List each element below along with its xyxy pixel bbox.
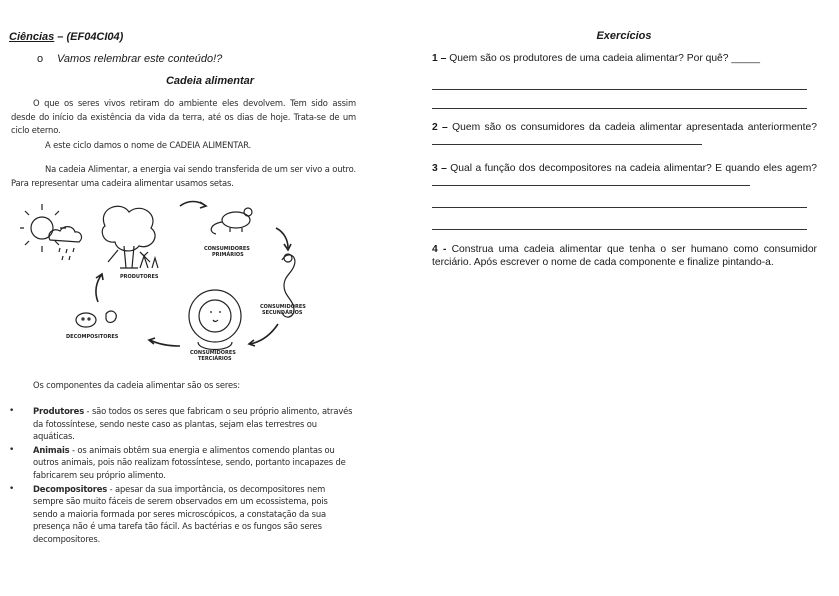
mouse-icon [211,208,252,234]
paragraph-4: Os componentes da cadeia alimentar são os seres: [33,380,240,390]
subject-code: – (EF04CI04) [54,31,124,43]
section-title: Cadeia alimentar [165,75,255,87]
list-item [9,405,354,443]
question-text: Quem são os consumidores da cadeia alimentar apresentada anteriormente? [447,122,817,133]
decomposers-label: DECOMPOSITORES [66,334,119,340]
exercises-title: Exercícios [596,30,652,42]
arrow-icon [250,324,278,344]
answer-line[interactable] [432,229,807,230]
question-number: 1 – [432,53,447,64]
tertiary-consumers-label-1: CONSUMIDORES [190,350,236,356]
lion-icon [189,290,241,350]
primary-consumers-label-2: PRIMÁRIOS [212,252,244,258]
bullet-icon: • [9,406,15,416]
question-2 [432,122,817,149]
list-item-term: Animais [33,444,70,455]
answer-blank[interactable] [432,176,750,186]
rain-cloud-icon [49,227,82,260]
answer-line[interactable] [432,89,807,90]
bullet-icon: • [9,483,15,494]
list-item-term: Decompositores [33,483,108,494]
intro-line [37,53,222,65]
bullet-icon: • [9,444,15,455]
hollow-bullet-icon: o [37,53,44,65]
answer-blank[interactable] [432,135,702,145]
plants-icon [140,252,158,268]
tertiary-consumers-label-2: TERCIÁRIOS [198,356,232,362]
secondary-consumers-label-2: SECUNDÁRIOS [262,310,303,316]
exercises-column [419,0,829,596]
question-1 [432,53,817,66]
sun-icon [20,204,66,252]
question-3 [432,163,817,190]
subject-name: Ciências [9,31,55,43]
question-number: 4 - [432,244,447,255]
arrow-icon [150,340,180,346]
subject-header [9,31,123,43]
question-text: Quem são os produtores de uma cadeia alimentar? Por quê? _____ [446,53,761,64]
paragraph-1: O que os seres vivos retiram do ambiente eles devolvem. Tem sido assim desde do início da existência da vida da terra, até os dias de hoje. Trata-se de um ciclo eterno. [11,98,356,135]
arrow-icon [276,228,288,248]
arrow-icon [200,202,206,208]
tree-icon [102,206,155,268]
question-number: 3 – [432,163,447,174]
decomposers-icon [76,311,116,327]
components-list [9,405,354,547]
primary-consumers-label-1: CONSUMIDORES [204,246,250,252]
list-item-text: - os animais obtêm sua energia e alimentos comendo plantas ou outros animais, pois não realizam fotossíntese, sendo, portanto incapazes de fabricarem seu próprio alimento. [33,444,346,480]
list-item [9,483,354,546]
food-chain-diagram [20,198,320,378]
question-text: Construa uma cadeia alimentar que tenha o ser humano como consumidor terciário. Após escrever o nome de cada componente e finalize pintando-a. [432,244,817,268]
paragraph-2: A este ciclo damos o nome de CADEIA ALIMENTAR. [45,140,252,150]
list-item [9,444,354,482]
producers-label: PRODUTORES [120,274,159,280]
list-item-term: Produtores [33,406,85,416]
list-item-text: - são todos os seres que fabricam o seu próprio alimento, através da fotossíntese, sendo neste caso as plantas, sejam elas terrestres ou aquáticas. [33,406,353,442]
paragraph-3: Na cadeia Alimentar, a energia vai sendo transferida de um ser vivo a outro. Para representar uma cadeira alimentar usamos setas. [11,164,356,188]
answer-line[interactable] [432,108,807,109]
secondary-consumers-label-1: CONSUMIDORES [260,304,306,310]
answer-line[interactable] [432,207,807,208]
question-text: Qual a função dos decompositores na cadeia alimentar? E quando eles agem? [446,163,817,174]
question-number: 2 – [432,122,448,133]
list-item-text: - apesar da sua importância, os decompositores nem sempre são muito fáceis de serem observados em um ecossistema, pois sendo a maioria formada por seres microscópicos, a constatação da sua presença não é uma tarefa tão fácil. As bactérias e os fungos são seres decompositores. [33,483,328,544]
intro-text: Vamos relembrar este conteúdo!? [57,53,223,65]
question-4 [432,244,817,269]
